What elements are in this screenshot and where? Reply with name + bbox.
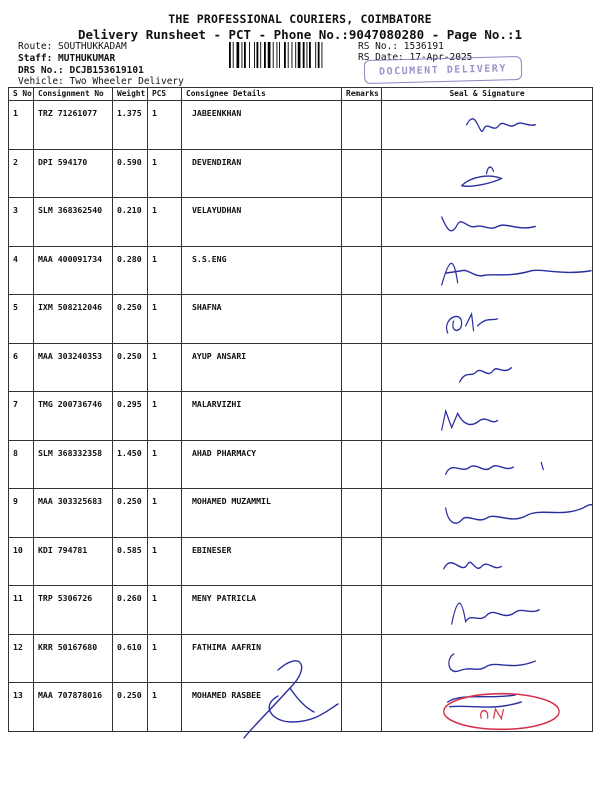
consignee-cell: MOHAMED RASBEE (182, 683, 342, 732)
sno-cell: 1 (9, 101, 34, 150)
remarks-cell (342, 101, 382, 150)
remarks-cell (342, 295, 382, 344)
consignee-cell: JABEENKHAN (182, 101, 342, 150)
sno-cell: 3 (9, 198, 34, 247)
consignment-cell: KRR 50167680 (34, 634, 113, 683)
weight-cell: 0.260 (113, 586, 148, 635)
table-row (9, 295, 593, 344)
document-delivery-stamp: DOCUMENT DELIVERY (364, 56, 523, 84)
signature-cell (382, 101, 593, 150)
weight-cell: 0.250 (113, 343, 148, 392)
weight-cell: 0.590 (113, 149, 148, 198)
remarks-cell (342, 392, 382, 441)
sno-cell: 2 (9, 149, 34, 198)
consignment-cell: SLM 368332358 (34, 440, 113, 489)
handwritten-signature (382, 538, 592, 586)
signature-cell (382, 343, 593, 392)
drs-label: DRS No.: DCJB153619101 (18, 65, 144, 76)
consignee-cell: MENY PATRICLA (182, 586, 342, 635)
table-header-row (9, 88, 593, 101)
remarks-cell (342, 537, 382, 586)
consignee-cell: DEVENDIRAN (182, 149, 342, 198)
sno-cell: 10 (9, 537, 34, 586)
pcs-cell: 1 (148, 101, 182, 150)
remarks-cell (342, 198, 382, 247)
handwritten-signature (382, 150, 592, 198)
sno-cell: 12 (9, 634, 34, 683)
weight-cell: 0.250 (113, 489, 148, 538)
signature-cell (382, 295, 593, 344)
remarks-cell (342, 343, 382, 392)
consignee-cell: MOHAMED MUZAMMIL (182, 489, 342, 538)
staff-signature (230, 648, 370, 748)
route-label: Route: SOUTHUKKADAM (18, 41, 127, 52)
col-pcs: PCS (148, 88, 182, 101)
consignment-cell: MAA 400091734 (34, 246, 113, 295)
table-row (9, 101, 593, 150)
weight-cell: 1.450 (113, 440, 148, 489)
handwritten-signature (382, 295, 592, 343)
consignee-cell: AHAD PHARMACY (182, 440, 342, 489)
signature-cell (382, 440, 593, 489)
signature-cell (382, 246, 593, 295)
table-row (9, 489, 593, 538)
pcs-cell: 1 (148, 295, 182, 344)
weight-cell: 0.295 (113, 392, 148, 441)
table-row (9, 343, 593, 392)
consignment-cell: KDI 794781 (34, 537, 113, 586)
consignee-cell: AYUP ANSARI (182, 343, 342, 392)
handwritten-signature (382, 489, 592, 537)
pcs-cell: 1 (148, 198, 182, 247)
pcs-cell: 1 (148, 392, 182, 441)
weight-cell: 0.210 (113, 198, 148, 247)
consignment-cell: MAA 303240353 (34, 343, 113, 392)
weight-cell: 0.250 (113, 295, 148, 344)
remarks-cell (342, 586, 382, 635)
staff-label: Staff: MUTHUKUMAR (18, 53, 116, 64)
sno-cell: 8 (9, 440, 34, 489)
red-ink-mark (444, 694, 559, 730)
consignment-cell: DPI 594170 (34, 149, 113, 198)
consignment-cell: MAA 303325683 (34, 489, 113, 538)
pcs-cell: 1 (148, 683, 182, 732)
consignee-cell: S.S.ENG (182, 246, 342, 295)
signature-cell (382, 392, 593, 441)
sno-cell: 11 (9, 586, 34, 635)
pcs-cell: 1 (148, 149, 182, 198)
table-row (9, 246, 593, 295)
pcs-cell: 1 (148, 537, 182, 586)
consignment-cell: MAA 707878016 (34, 683, 113, 732)
weight-cell: 0.250 (113, 683, 148, 732)
rs-date: RS Date: 17-Apr-2025 (358, 52, 473, 63)
remarks-cell (342, 489, 382, 538)
remarks-cell (342, 149, 382, 198)
vehicle-label: Vehicle: Two Wheeler Delivery (18, 76, 184, 87)
runsheet-table (8, 87, 593, 732)
col-consignment: Consignment No (34, 88, 113, 101)
col-consignee: Consignee Details (182, 88, 342, 101)
sno-cell: 9 (9, 489, 34, 538)
consignment-cell: SLM 368362540 (34, 198, 113, 247)
sno-cell: 7 (9, 392, 34, 441)
signature-cell (382, 634, 593, 683)
pcs-cell: 1 (148, 489, 182, 538)
pcs-cell: 1 (148, 634, 182, 683)
consignee-cell: SHAFNA (182, 295, 342, 344)
pcs-cell: 1 (148, 440, 182, 489)
col-remarks: Remarks (342, 88, 382, 101)
pcs-cell: 1 (148, 343, 182, 392)
barcode (228, 42, 354, 68)
consignee-cell: EBINESER (182, 537, 342, 586)
table-row (9, 440, 593, 489)
signature-cell (382, 489, 593, 538)
sno-cell: 13 (9, 683, 34, 732)
table-row (9, 537, 593, 586)
consignment-cell: TMG 200736746 (34, 392, 113, 441)
table-row (9, 198, 593, 247)
signature-cell (382, 149, 593, 198)
pcs-cell: 1 (148, 246, 182, 295)
table-row (9, 149, 593, 198)
rs-number: RS No.: 1536191 (358, 41, 444, 52)
col-sno: S No (9, 88, 34, 101)
handwritten-signature (382, 683, 592, 731)
col-weight: Weight (113, 88, 148, 101)
remarks-cell (342, 246, 382, 295)
handwritten-signature (382, 101, 592, 149)
handwritten-signature (382, 441, 592, 489)
sno-cell: 4 (9, 246, 34, 295)
weight-cell: 0.585 (113, 537, 148, 586)
signature-cell (382, 683, 593, 732)
weight-cell: 0.610 (113, 634, 148, 683)
consignee-cell: VELAYUDHAN (182, 198, 342, 247)
col-seal-signature: Seal & Signature (382, 88, 593, 101)
handwritten-signature (382, 586, 592, 634)
remarks-cell (342, 440, 382, 489)
handwritten-signature (382, 247, 592, 295)
handwritten-signature (382, 392, 592, 440)
handwritten-signature (382, 635, 592, 683)
sno-cell: 6 (9, 343, 34, 392)
consignment-cell: TRZ 71261077 (34, 101, 113, 150)
consignment-cell: TRP 5306726 (34, 586, 113, 635)
handwritten-signature (382, 344, 592, 392)
company-title: THE PROFESSIONAL COURIERS, COIMBATORE (168, 12, 432, 26)
table-row (9, 586, 593, 635)
weight-cell: 1.375 (113, 101, 148, 150)
table-row (9, 392, 593, 441)
runsheet-subtitle: Delivery Runsheet - PCT - Phone No.:9047080280 - Page No.:1 (77, 27, 522, 42)
consignee-cell: MALARVIZHI (182, 392, 342, 441)
consignee-cell: FATHIMA AAFRIN (182, 634, 342, 683)
handwritten-signature (382, 198, 592, 246)
pcs-cell: 1 (148, 586, 182, 635)
signature-cell (382, 586, 593, 635)
consignment-cell: IXM 508212046 (34, 295, 113, 344)
signature-cell (382, 198, 593, 247)
signature-cell (382, 537, 593, 586)
weight-cell: 0.280 (113, 246, 148, 295)
sno-cell: 5 (9, 295, 34, 344)
